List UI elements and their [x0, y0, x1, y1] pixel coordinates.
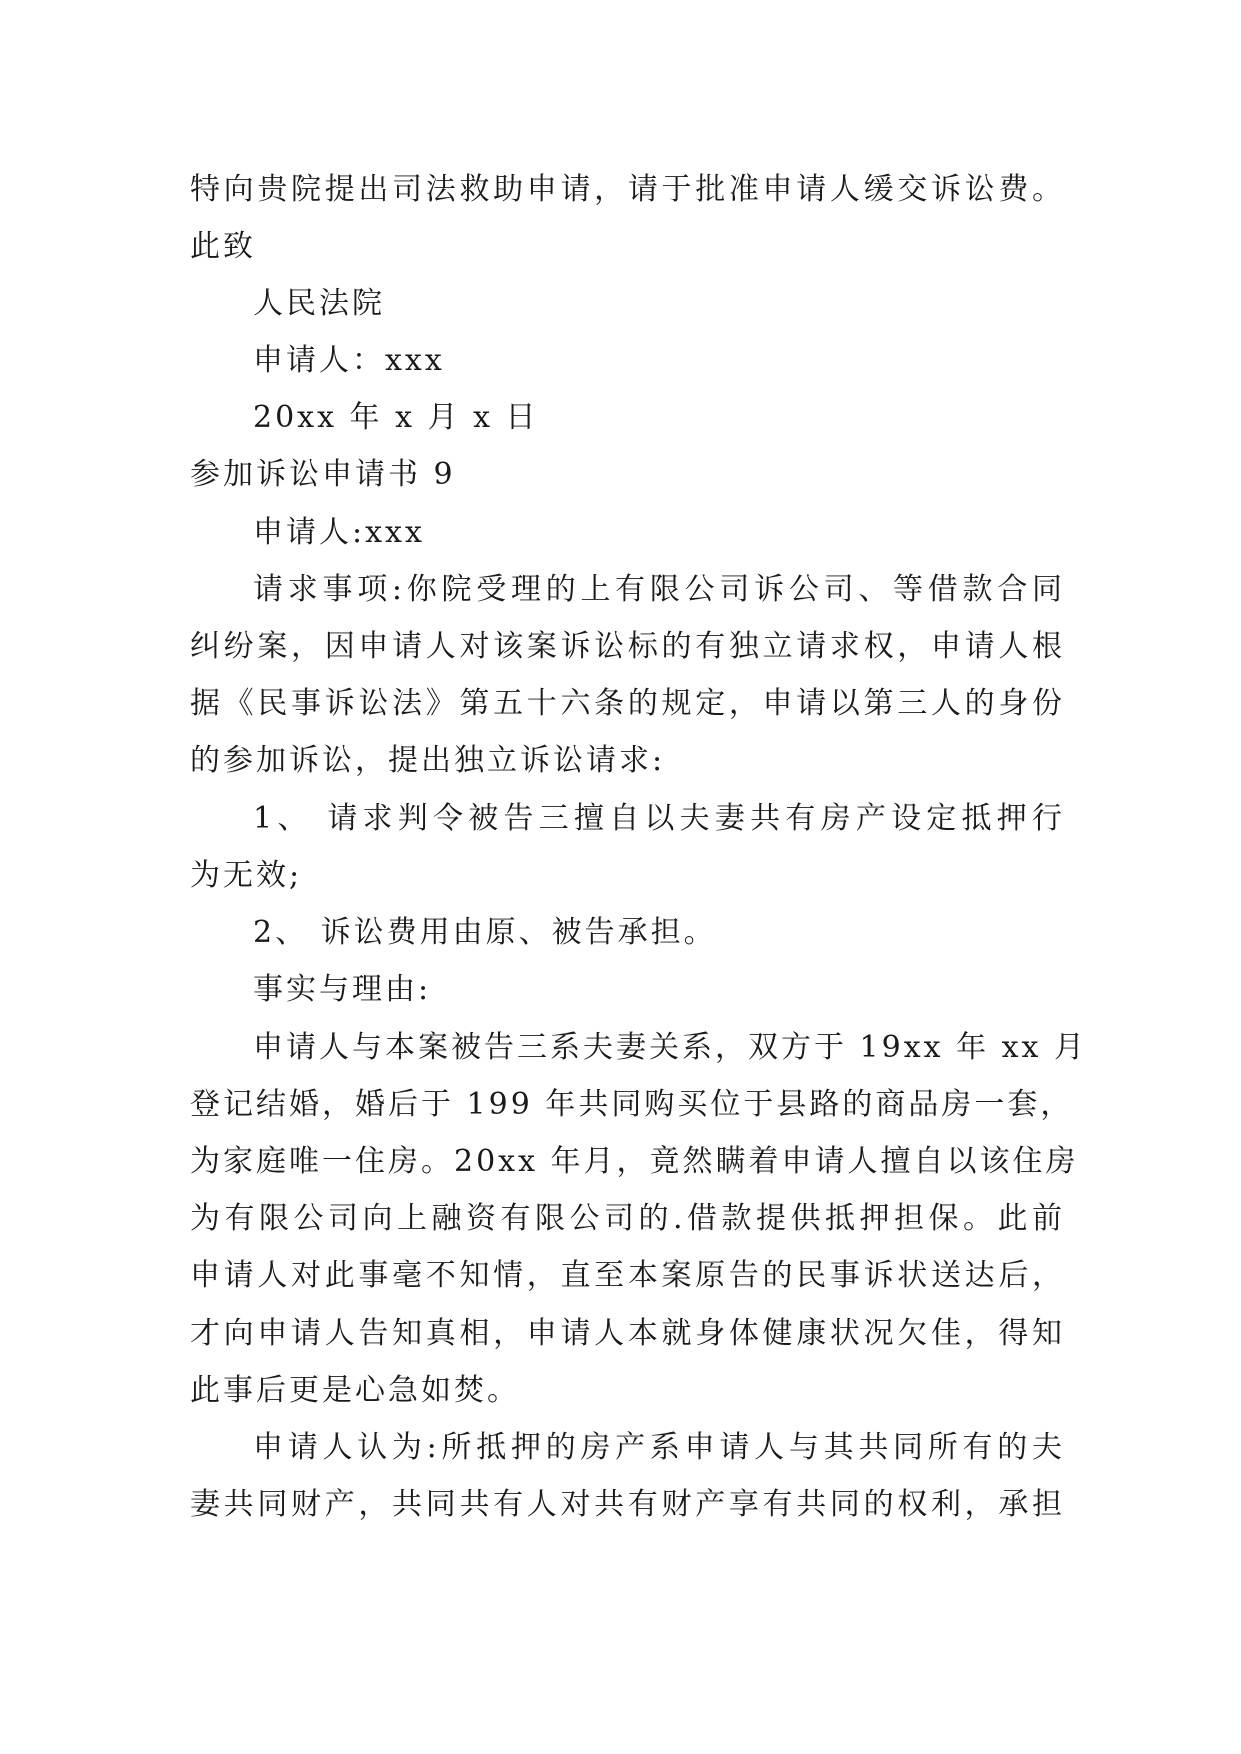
text-line: 的参加诉讼，提出独立诉讼请求: — [190, 743, 666, 778]
text-line: 据《民事诉讼法》第五十六条的规定，申请以第三人的身份 — [190, 686, 1065, 721]
applicant-signature: 申请人：xxx — [253, 343, 445, 378]
section-title: 参加诉讼申请书 9 — [190, 457, 456, 492]
text-line: 为有限公司向上融资有限公司的.借款提供抵押担保。此前 — [190, 1201, 1065, 1236]
request-item-2: 2、 诉讼费用由原、被告承担。 — [253, 915, 717, 950]
text-line: 特向贵院提出司法救助申请，请于批准申请人缓交诉讼费。 — [190, 172, 1065, 207]
request-item-1: 1、 请求判令被告三擅自以夫妻共有房产设定抵押行 — [253, 801, 1065, 836]
text-line: 妻共同财产，共同共有人对共有财产享有共同的权利，承担 — [190, 1487, 1065, 1522]
subsection-heading: 事实与理由: — [253, 972, 432, 1007]
text-line: 此事后更是心急如焚。 — [190, 1373, 520, 1408]
text-line: 申请人对此事毫不知情，直至本案原告的民事诉状送达后， — [190, 1258, 1065, 1293]
text-line: 为家庭唯一住房。20xx 年月，竟然瞒着申请人擅自以该住房 — [190, 1144, 1079, 1179]
text-line: 申请人认为:所抵押的房产系申请人与其共同所有的夫 — [253, 1430, 1065, 1465]
text-line: 才向申请人告知真相，申请人本就身体健康状况欠佳，得知 — [190, 1316, 1065, 1351]
text-line: 登记结婚，婚后于 199 年共同购买位于县路的商品房一套， — [190, 1087, 1074, 1122]
text-line: 申请人与本案被告三系夫妻关系，双方于 19xx 年 xx 月 — [253, 1030, 1087, 1065]
applicant-line: 申请人:xxx — [253, 515, 425, 550]
addressee: 人民法院 — [253, 286, 385, 321]
date-line: 20xx 年 x 月 x 日 — [253, 400, 539, 435]
text-line: 纠纷案，因申请人对该案诉讼标的有独立请求权，申请人根 — [190, 629, 1065, 664]
text-line: 为无效; — [190, 858, 303, 893]
text-line: 此致 — [190, 229, 256, 264]
text-line: 请求事项:你院受理的上有限公司诉公司、等借款合同 — [253, 572, 1065, 607]
